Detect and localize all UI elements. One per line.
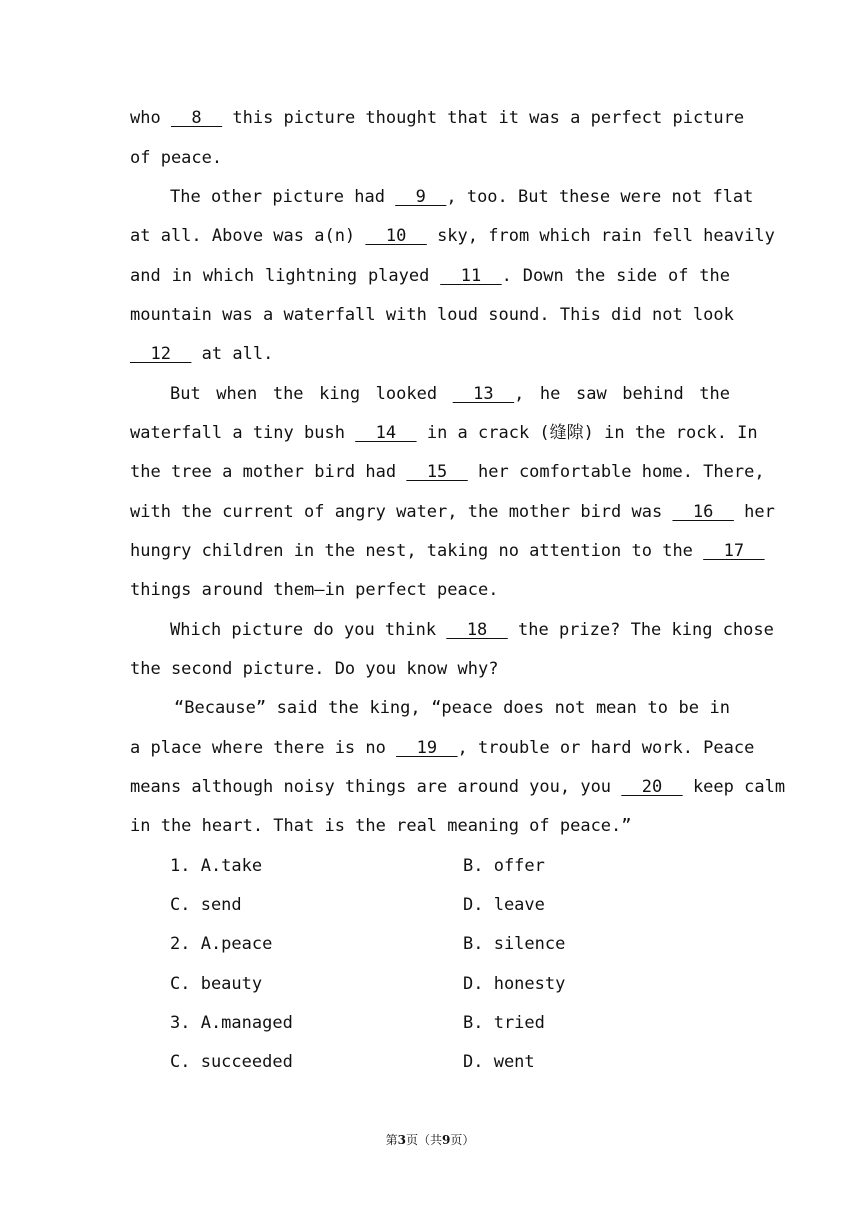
option-d: D. honesty: [463, 974, 566, 994]
answer-blank: 18: [446, 620, 508, 640]
answer-blank: 19: [396, 738, 458, 758]
answer-blank: 11: [440, 266, 502, 286]
answer-blank: 13: [452, 384, 515, 404]
passage-line: “Because” said the king, “peace does not mean to be in: [174, 698, 730, 718]
answer-blank: 16: [672, 502, 734, 522]
passage-line: at all. Above was a(n) 10 sky, from which rain fell heavily: [130, 226, 775, 246]
passage-line: with the current of angry water, the mother bird was 16 her: [130, 502, 775, 522]
passage-line: 12 at all.: [130, 344, 274, 364]
passage-line: Which picture do you think 18 the prize? The king chose: [170, 620, 774, 640]
passage-line: in the heart. That is the real meaning of peace.”: [130, 816, 632, 836]
option-b: B. offer: [463, 856, 545, 876]
answer-blank: 17: [703, 541, 765, 561]
passage-line: mountain was a waterfall with loud sound. This did not look: [130, 305, 734, 325]
passage-line: But when the king looked 13 , he saw behind the: [170, 384, 730, 404]
option-d: D. leave: [463, 895, 545, 915]
option-d: D. went: [463, 1052, 535, 1072]
option-a: 1. A.take: [170, 856, 263, 876]
option-b: B. silence: [463, 934, 566, 954]
passage-line: waterfall a tiny bush 14 in a crack (缝隙) in the rock. In: [130, 423, 758, 443]
option-c: C. beauty: [170, 974, 263, 994]
answer-blank: 10: [365, 226, 427, 246]
passage-line: a place where there is no 19 , trouble or hard work. Peace: [130, 738, 755, 758]
option-a: 3. A.managed: [170, 1013, 293, 1033]
answer-blank: 20: [621, 777, 683, 797]
passage-line: hungry children in the nest, taking no attention to the 17: [130, 541, 765, 561]
answer-blank: 15: [406, 462, 468, 482]
answer-blank: 12: [130, 344, 192, 364]
passage-line: and in which lightning played 11 . Down the side of the: [130, 266, 731, 286]
option-b: B. tried: [463, 1013, 545, 1033]
answer-blank: 14: [355, 423, 417, 443]
passage-line: who 8 this picture thought that it was a perfect picture: [130, 108, 745, 128]
total-pages-number: 9: [442, 1133, 451, 1147]
answer-blank: 9: [395, 187, 447, 207]
passage-line: the second picture. Do you know why?: [130, 659, 499, 679]
answer-blank: 8: [170, 108, 223, 128]
passage-line: the tree a mother bird had 15 her comfortable home. There,: [130, 462, 765, 482]
option-a: 2. A.peace: [170, 934, 273, 954]
option-c: C. send: [170, 895, 242, 915]
passage-line: of peace.: [130, 148, 223, 168]
passage-line: means although noisy things are around you, you 20 keep calm: [130, 777, 786, 797]
option-c: C. succeeded: [170, 1052, 293, 1072]
page-footer: 第3页（共9页）: [385, 1133, 475, 1147]
current-page-number: 3: [397, 1133, 406, 1147]
passage-line: things around them—in perfect peace.: [130, 580, 499, 600]
passage-line: The other picture had 9 , too. But these were not flat: [170, 187, 754, 207]
